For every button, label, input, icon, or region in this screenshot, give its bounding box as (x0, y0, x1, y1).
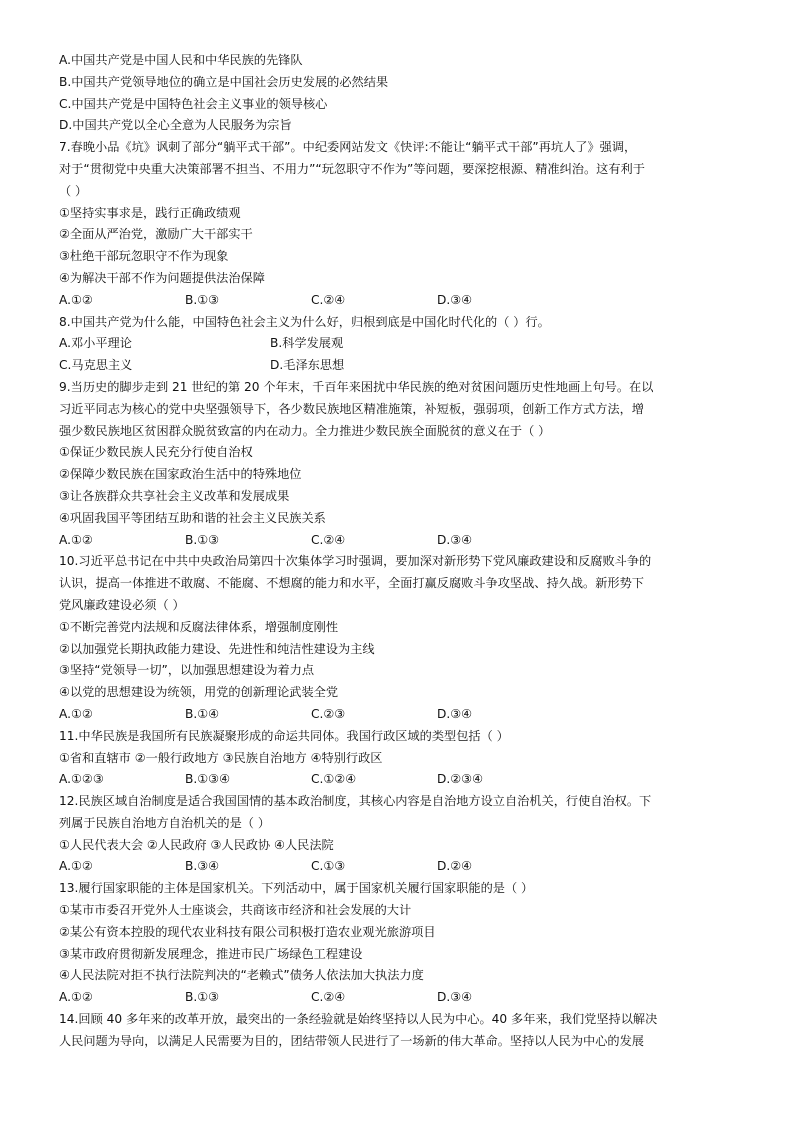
text-line: 党风廉政建设必须（ ） (59, 597, 185, 612)
answer-option: B.科学发展观 (270, 336, 344, 351)
text-line: ①不断完善党内法规和反腐法律体系，增强制度刚性 (59, 619, 339, 634)
answer-option: D.②③④ (437, 772, 484, 787)
answer-option: B.①③ (185, 990, 220, 1005)
text-line: ①人民代表大会 ②人民政府 ③人民政协 ④人民法院 (59, 837, 334, 852)
text-line: 12.民族区域自治制度是适合我国国情的基本政治制度，其核心内容是自治地方设立自治机关，行使自治权。下 (59, 794, 652, 809)
answer-option: B.①③④ (185, 772, 231, 787)
text-line: ④为解决干部不作为问题提供法治保障 (59, 270, 265, 285)
answer-options (59, 704, 739, 726)
text-line: 强少数民族地区贫困群众脱贫致富的内在动力。全力推进少数民族全面脱贫的意义在于（ ） (59, 423, 551, 438)
answer-options (59, 856, 739, 878)
answer-option: B.①④ (185, 706, 220, 721)
answer-option: C.②③ (311, 706, 346, 721)
answer-option: D.③④ (437, 990, 473, 1005)
answer-option: C.①③ (311, 859, 346, 874)
text-line: C.中国共产党是中国特色社会主义事业的领导核心 (59, 96, 328, 111)
answer-option: A.①② (59, 532, 93, 547)
text-line: ①坚持实事求是，践行正确政绩观 (59, 205, 241, 220)
answer-option: B.③④ (185, 859, 220, 874)
text-line: ④以党的思想建设为统领，用党的创新理论武装全党 (59, 685, 339, 700)
answer-options (59, 530, 739, 552)
text-line: B.中国共产党领导地位的确立是中国社会历史发展的必然结果 (59, 74, 389, 89)
answer-options (59, 769, 739, 791)
answer-options (59, 355, 739, 377)
answer-option: A.①② (59, 292, 93, 307)
text-line: 9.当历史的脚步走到 21 世纪的第 20 个年末，千百年来困扰中华民族的绝对贫困问题历史性地画上句号。在以 (59, 379, 654, 394)
text-line: 13.履行国家职能的主体是国家机关。下列活动中，属于国家机关履行国家职能的是（ ） (59, 881, 534, 896)
text-line: 11.中华民族是我国所有民族凝聚形成的命运共同体。我国行政区域的类型包括（ ） (59, 728, 509, 743)
answer-option: D.③④ (437, 706, 473, 721)
text-line: 习近平同志为核心的党中央坚强领导下，各少数民族地区精准施策，补短板，强弱项，创新工作方式方法，增 (59, 401, 644, 416)
answer-option: D.毛泽东思想 (270, 358, 345, 373)
text-line: ①某市市委召开党外人士座谈会，共商该市经济和社会发展的大计 (59, 903, 412, 918)
text-line: ④巩固我国平等团结互助和谐的社会主义民族关系 (59, 510, 326, 525)
text-line: ③坚持“党领导一切”，以加强思想建设为着力点 (59, 663, 315, 678)
answer-option: C.①②④ (311, 772, 357, 787)
answer-option: A.①② (59, 859, 93, 874)
text-line: ④人民法院对拒不执行法院判决的“老赖式”债务人依法加大执法力度 (59, 968, 424, 983)
answer-option: B.①③ (185, 292, 220, 307)
text-line: ②某公有资本控股的现代农业科技有限公司积极打造农业观光旅游项目 (59, 924, 436, 939)
text-line: ③让各族群众共享社会主义改革和发展成果 (59, 488, 290, 503)
text-line: ③杜绝干部玩忽职守不作为现象 (59, 249, 229, 264)
answer-options (59, 333, 739, 355)
document-page (59, 50, 739, 1053)
text-line: ②以加强党长期执政能力建设、先进性和纯洁性建设为主线 (59, 641, 375, 656)
answer-option: D.③④ (437, 532, 473, 547)
text-line: 10.习近平总书记在中共中央政治局第四十次集体学习时强调，要加深对新形势下党风廉政建设和反腐败斗争的 (59, 554, 652, 569)
text-line: ③某市政府贯彻新发展理念，推进市民广场绿色工程建设 (59, 946, 363, 961)
text-line: 8.中国共产党为什么能，中国特色社会主义为什么好，归根到底是中国化时代化的（ ）行。 (59, 314, 550, 329)
text-line: ①保证少数民族人民充分行使自治权 (59, 445, 253, 460)
text-line: ②全面从严治党，激励广大干部实干 (59, 227, 253, 242)
text-line: 7.春晚小品《坑》讽刺了部分“躺平式干部”。中纪委网站发文《快评:不能让“躺平式干部”再坑人了》强调， (59, 140, 637, 155)
text-line: D.中国共产党以全心全意为人民服务为宗旨 (59, 118, 292, 133)
answer-option: A.①② (59, 990, 93, 1005)
text-line: 对于“贯彻党中央重大决策部署不担当、不用力”“玩忽职守不作为”等问题，要深挖根源、精准纠治。这有利于 (59, 161, 645, 176)
text-line: 列属于民族自治地方自治机关的是（ ） (59, 815, 271, 830)
answer-options (59, 987, 739, 1009)
answer-option: B.①③ (185, 532, 220, 547)
answer-option: C.②④ (311, 990, 346, 1005)
text-line: ②保障少数民族在国家政治生活中的特殊地位 (59, 467, 302, 482)
answer-option: C.②④ (311, 532, 346, 547)
text-line: 认识，提高一体推进不敢腐、不能腐、不想腐的能力和水平，全面打赢反腐败斗争攻坚战、持久战。新形势下 (59, 576, 644, 591)
answer-option: C.马克思主义 (59, 358, 133, 373)
text-line: 人民问题为导向，以满足人民需要为目的，团结带领人民进行了一场新的伟大革命。坚持以人民为中心的发展 (59, 1033, 644, 1048)
text-line: （ ） (59, 183, 88, 198)
answer-option: A.①② (59, 706, 93, 721)
text-line: ①省和直辖市 ②一般行政地方 ③民族自治地方 ④特别行政区 (59, 750, 383, 765)
answer-option: C.②④ (311, 292, 346, 307)
answer-options (59, 290, 739, 312)
text-line: A.中国共产党是中国人民和中华民族的先锋队 (59, 53, 303, 67)
answer-option: D.②④ (437, 859, 473, 874)
answer-option: A.邓小平理论 (59, 336, 132, 351)
answer-option: A.①②③ (59, 772, 104, 787)
text-line: 14.回顾 40 多年来的改革开放，最突出的一条经验就是始终坚持以人民为中心。40 多年来，我们党坚持以解决 (59, 1012, 658, 1027)
answer-option: D.③④ (437, 292, 473, 307)
